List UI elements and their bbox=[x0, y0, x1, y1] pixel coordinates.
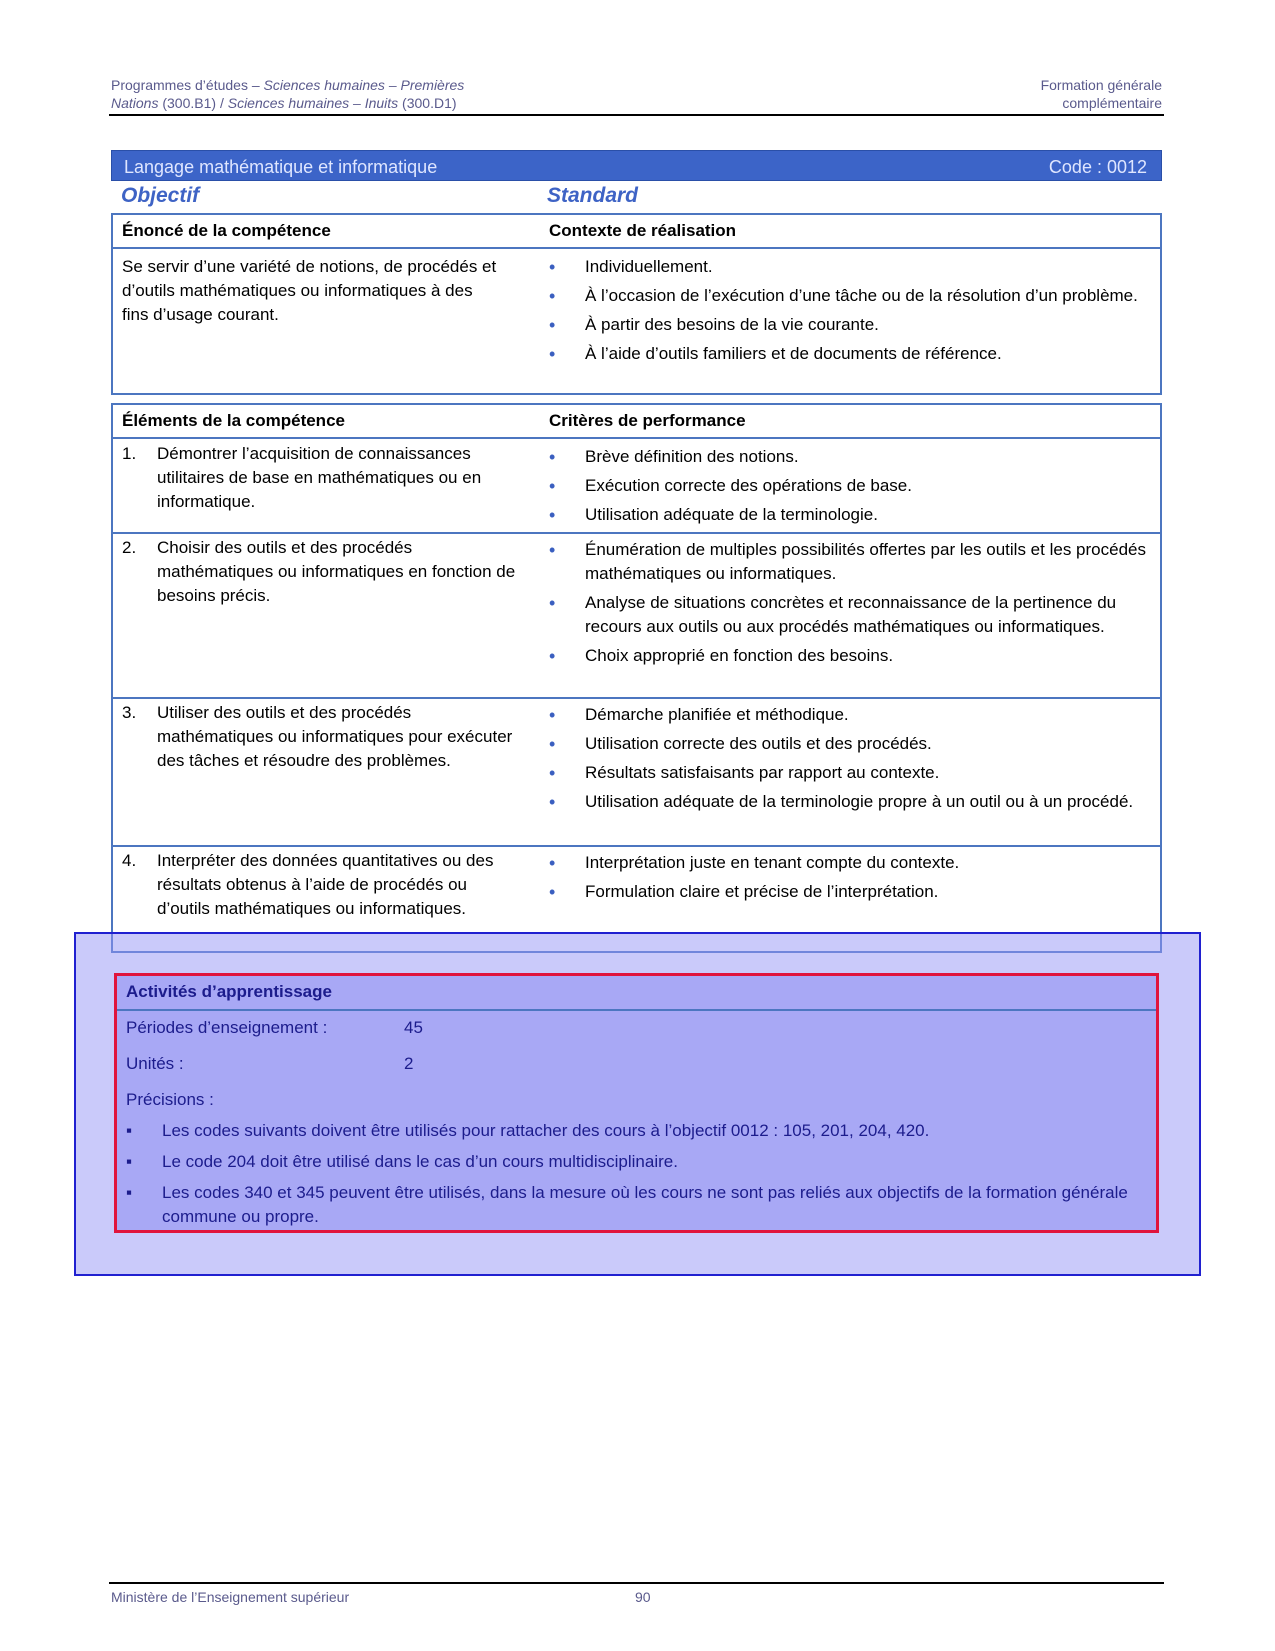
list-item: ▪ Les codes 340 et 345 peuvent être utilisés, dans la mesure où les cours ne sont pas reliés aux objectifs de la formation générale commune ou propre. bbox=[126, 1181, 1146, 1229]
list-item: • À l’occasion de l’exécution d’une tâche ou de la résolution d’un problème. bbox=[549, 284, 1149, 308]
precisions-label: Précisions : bbox=[126, 1090, 214, 1109]
objective-title-bar bbox=[111, 150, 1162, 181]
context-list bbox=[549, 255, 1149, 371]
standard-heading: Standard bbox=[547, 184, 639, 207]
elements-table bbox=[111, 403, 1162, 953]
header-section: Formation générale bbox=[1040, 77, 1162, 93]
element-text: Utiliser des outils et des procédés mathématiques ou informatiques pour exécuter des tâches et résoudre des problèmes. bbox=[157, 703, 513, 770]
list-item: • Démarche planifiée et méthodique. bbox=[549, 703, 1149, 727]
list-item: • Utilisation adéquate de la terminologie. bbox=[549, 503, 1149, 527]
criteria-list bbox=[549, 445, 1149, 532]
list-item: • Analyse de situations concrètes et reconnaissance de la pertinence du recours aux outils ou aux procédés mathématiques ou informatiques. bbox=[549, 591, 1149, 639]
element-number: 1. bbox=[122, 444, 137, 463]
list-item: • Exécution correcte des opérations de base. bbox=[549, 474, 1149, 498]
competence-statement-header: Énoncé de la compétence bbox=[122, 221, 331, 240]
periods-row bbox=[126, 1018, 423, 1038]
criteria-list bbox=[549, 703, 1149, 819]
list-item: • Utilisation correcte des outils et des procédés. bbox=[549, 732, 1149, 756]
activities-header bbox=[117, 976, 1156, 1011]
periods-label: Périodes d’enseignement : bbox=[126, 1018, 328, 1037]
header-program-title: Sciences humaines – Premières bbox=[263, 77, 465, 93]
list-item: • Énumération de multiples possibilités offertes par les outils et les procédés mathématiques ou informatiques. bbox=[549, 538, 1149, 586]
element-number: 4. bbox=[122, 851, 137, 870]
header-rule bbox=[109, 114, 1164, 116]
objective-title: Langage mathématique et informatique bbox=[124, 157, 438, 177]
objectif-heading: Objectif bbox=[121, 184, 200, 207]
divider bbox=[113, 247, 1160, 249]
units-value: 2 bbox=[404, 1054, 414, 1073]
header-left bbox=[111, 76, 464, 112]
element-text: Choisir des outils et des procédés mathématiques ou informatiques en fonction de besoins précis. bbox=[157, 538, 516, 605]
context-header: Contexte de réalisation bbox=[549, 221, 737, 240]
list-item: • Formulation claire et précise de l’interprétation. bbox=[549, 880, 1149, 904]
page-number: 90 bbox=[635, 1589, 651, 1605]
header-code: (300.B1) / bbox=[162, 95, 228, 111]
competence-statement: Se servir d’une variété de notions, de procédés et d’outils mathématiques ou informatiques à des fins d’usage courant. bbox=[122, 257, 497, 324]
footer-rule bbox=[109, 1582, 1164, 1584]
element-text: Interpréter des données quantitatives ou des résultats obtenus à l’aide de procédés ou d’outils mathématiques ou informatiques. bbox=[157, 851, 494, 918]
divider bbox=[113, 845, 1160, 847]
page-header bbox=[111, 76, 1162, 116]
header-code: (300.D1) bbox=[398, 95, 457, 111]
activities-title: Activités d’apprentissage bbox=[126, 982, 332, 1001]
list-item: • Résultats satisfaisants par rapport au contexte. bbox=[549, 761, 1149, 785]
list-item: • Individuellement. bbox=[549, 255, 1149, 279]
periods-value: 45 bbox=[404, 1018, 423, 1037]
criteria-list bbox=[549, 538, 1149, 673]
elements-header: Éléments de la compétence bbox=[122, 411, 345, 430]
units-row bbox=[126, 1054, 414, 1074]
competence-table bbox=[111, 213, 1162, 395]
header-program-title: Sciences humaines – Inuits bbox=[227, 95, 399, 111]
list-item: • À partir des besoins de la vie courante. bbox=[549, 313, 1149, 337]
list-item: • À l’aide d’outils familiers et de documents de référence. bbox=[549, 342, 1149, 366]
divider bbox=[113, 697, 1160, 699]
units-label: Unités : bbox=[126, 1054, 184, 1073]
objective-code: Code : 0012 bbox=[1048, 157, 1147, 177]
header-text: Programmes d’études – bbox=[111, 77, 264, 93]
list-item: • Brève définition des notions. bbox=[549, 445, 1149, 469]
divider bbox=[113, 437, 1160, 439]
list-item: ▪ Le code 204 doit être utilisé dans le cas d’un cours multidisciplinaire. bbox=[126, 1150, 1146, 1174]
criteria-header: Critères de performance bbox=[549, 411, 746, 430]
activities-box bbox=[114, 973, 1159, 1233]
list-item: • Choix approprié en fonction des besoins. bbox=[549, 644, 1149, 668]
element-number: 3. bbox=[122, 703, 137, 722]
list-item: • Utilisation adéquate de la terminologie propre à un outil ou à un procédé. bbox=[549, 790, 1149, 814]
divider bbox=[113, 532, 1160, 534]
element-text: Démontrer l’acquisition de connaissances utilitaires de base en mathématiques ou en informatique. bbox=[157, 444, 482, 511]
header-text: Nations bbox=[111, 95, 163, 111]
list-item: ▪ Les codes suivants doivent être utilisés pour rattacher des cours à l’objectif 0012 : 105, 201, 204, 420. bbox=[126, 1119, 1146, 1143]
criteria-list bbox=[549, 851, 1149, 909]
list-item: • Interprétation juste en tenant compte du contexte. bbox=[549, 851, 1149, 875]
element-number: 2. bbox=[122, 538, 137, 557]
precisions-list bbox=[126, 1119, 1146, 1236]
header-right bbox=[1041, 76, 1162, 112]
footer-ministry: Ministère de l’Enseignement supérieur bbox=[111, 1589, 350, 1605]
header-section: complémentaire bbox=[1062, 95, 1162, 111]
